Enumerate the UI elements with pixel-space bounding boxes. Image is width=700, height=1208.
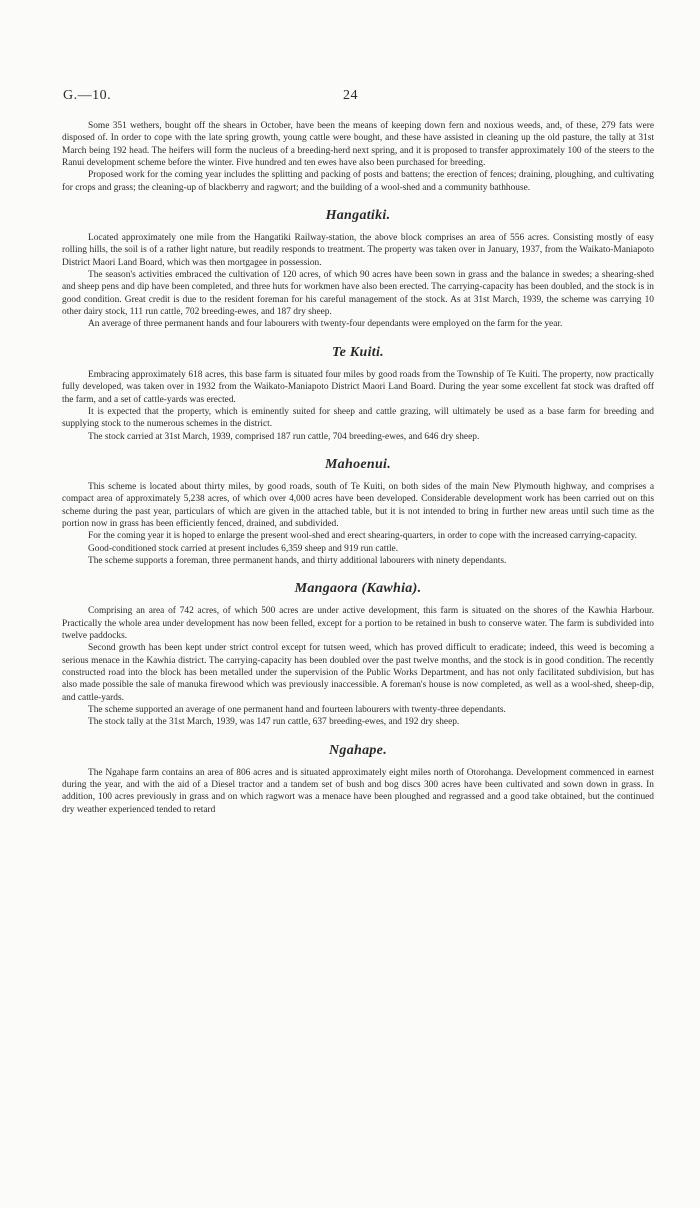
paragraph: Comprising an area of 742 acres, of which 500 acres are under active development, this farm is situated on the shores of the Kawhia Harbour. Practically the whole area under development has now been felled, except for a portion to be retained in bush to conserve water. The farm is subdivided into twelve paddocks. [62,606,654,641]
paragraph: Located approximately one mile from the Hangatiki Railway-station, the above block comprises an area of 556 acres. Consisting mostly of easy rolling hills, the soil is of a rather light nature, but readily responds to treatment. The property was taken over in January, 1937, from the Waikato-Maniapoto District Maori Land Board, which was then mortgagee in possession. [62,233,654,268]
paragraph: The Ngahape farm contains an area of 806 acres and is situated approximately eight miles north of Otorohanga. Development commenced in earnest during the year, and with the aid of a Diesel tractor and a tandem set of bush and bog discs 300 acres have been cultivated and sown down in grass. In addition, 100 acres previously in grass and on which ragwort was a menace have been ploughed and regrassed and a good take obtained, but the continued dry weather experienced tended to retard [62,767,654,815]
paragraph: The scheme supports a foreman, three permanent hands, and thirty additional labourers with ninety dependants. [88,555,507,566]
paragraph: An average of three permanent hands and four labourers with twenty-four dependants were employed on the farm for the year. [88,319,563,330]
paragraph: The season's activities embraced the cultivation of 120 acres, of which 90 acres have been sown in grass and the balance in swedes; a shearing-shed and sheep pens and dip have been completed, and three huts for workmen have also been erected. The carrying-capacity has been doubled, and the stock is in good condition. Great credit is due to the resident foreman for his careful management of the stock. As at 31st March, 1939, the scheme was carrying 10 other dairy stock, 111 run cattle, 702 breeding-ewes, and 187 dry sheep. [62,270,654,318]
paragraph: The scheme supported an average of one permanent hand and fourteen labourers with twenty-three dependants. [88,705,506,716]
paragraph: This scheme is located about thirty miles, by good roads, south of Te Kuiti, on both sides of the main New Plymouth highway, and comprises a compact area of approximately 5,238 acres, of which over 4,000 acres have been developed. Considerable development work has been carried out on this scheme during the past year, particulars of which are given in the attached table, but it is not intended to bring in further new areas until such time as the portion now in grass has been efficiently fenced, drained, and subdivided. [62,481,654,529]
section-heading: Mahoenui. [324,456,392,472]
section-mangaora [62,581,654,728]
paragraph: The stock carried at 31st March, 1939, comprised 187 run cattle, 704 breeding-ewes, and 646 dry sheep. [88,431,480,442]
paragraph: Second growth has been kept under strict control except for tutsen weed, which has proved difficult to eradicate; indeed, this weed is becoming a serious menace in the Kawhia district. The carrying-capacity has been doubled over the past twelve months, and the stock is in good condition. The recently constructed road into the block has been metalled under the supervision of the Public Works Department, and has not only facilitated subdivision, but has also made possible the sale of manuka firewood which was previously inaccessible. A foreman's house is now completed, as well as a wool-shed, sheep-dip, and cattle-yards. [62,643,654,703]
section-heading: Te Kuiti. [332,344,384,360]
page-header [63,88,655,106]
page-number: 24 [343,88,358,103]
paragraph: It is expected that the property, which is eminently suited for sheep and cattle grazing, will ultimately be used as a base farm for breeding and supplying stock to the numerous schemes in the district. [62,406,654,430]
paragraph: Embracing approximately 618 acres, this base farm is situated four miles by good roads from the Township of Te Kuiti. The property, now practically fully developed, was taken over in 1932 from the Waikato-Maniapoto District Maori Land Board. During the year some excellent fat stock was drafted off the farm, and a set of cattle-yards was erected. [62,369,654,405]
paragraph: For the coming year it is hoped to enlarge the present wool-shed and erect shearing-quarters, in order to cope with the increased carrying-capacity. [88,531,638,542]
section-heading: Hangatiki. [325,208,391,224]
paragraph: Proposed work for the coming year includes the splitting and packing of posts and battens; the erection of fences; draining, ploughing, and cultivating for crops and grass; the cleaning-up of blackberry and ragwort; and the building of a wool-shed and a community bathhouse. [62,170,654,193]
report-reference: G.—10. [63,88,112,103]
section-te-kuiti [62,345,654,443]
section-heading: Mangaora (Kawhia). [294,581,422,597]
paragraph: Some 351 wethers, bought off the shears in October, have been the means of keeping down fern and noxious weeds, and, of these, 279 fats were disposed of. In order to cope with the late spring growth, young cattle were bought, and these have assisted in cleaning up the old pasture, the tally at 31st March being 192 head. The heifers will form the nucleus of a breeding-herd next spring, and it is proposed to transfer approximately 100 of the steers to the Ranui development scheme before the winter. Five hundred and ten ewes have also been purchased for breeding. [62,121,654,169]
section-mahoenui [62,457,654,567]
section-heading: Ngahape. [328,742,387,758]
section-hangatiki [62,208,654,331]
paragraph: Good-conditioned stock carried at present includes 6,359 sheep and 919 run cattle. [88,543,399,554]
document-body [62,120,654,816]
paragraph: The stock tally at the 31st March, 1939, was 147 run cattle, 637 breeding-ewes, and 192 dry sheep. [88,717,460,728]
section-ngahape [62,743,654,816]
